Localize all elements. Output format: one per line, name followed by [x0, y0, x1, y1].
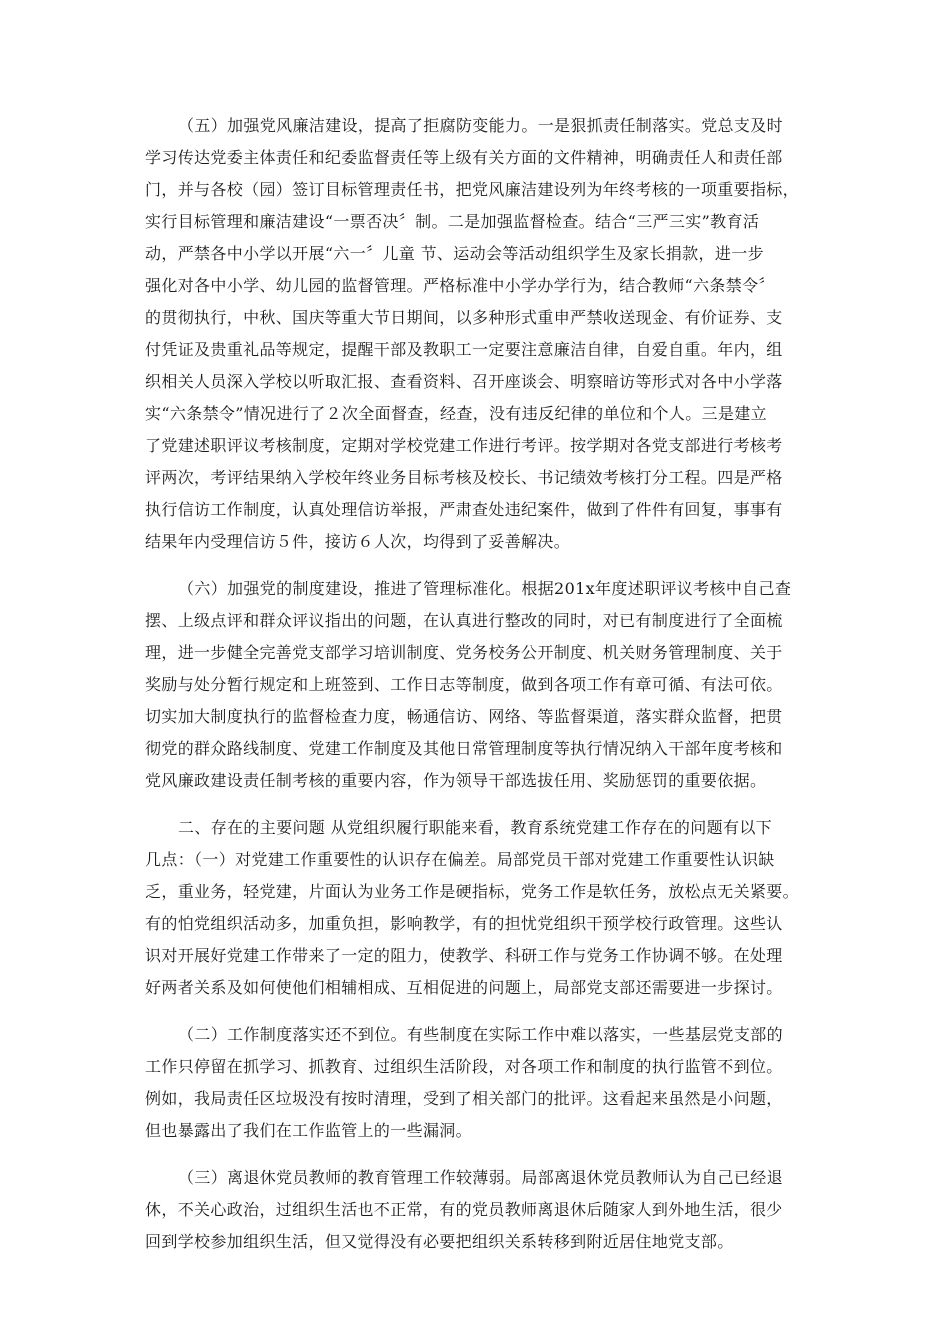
text-line: 理，进一步健全完善党支部学习培训制度、党务校务公开制度、机关财务管理制度、关于 [145, 643, 783, 662]
text-line: 乏，重业务，轻党建，片面认为业务工作是硬指标，党务工作是软任务，放松点无关紧要。 [145, 882, 800, 901]
text-line: 例如，我局责任区垃圾没有按时清理，受到了相关部门的批评。这看起来虽然是小问题， [145, 1089, 783, 1108]
paragraph-work-system [145, 1019, 810, 1147]
text-line: 切实加大制度执行的监督检查力度，畅通信访、网络、等监督渠道，落实群众监督，把贯 [145, 707, 783, 726]
paragraph-retired-teachers [145, 1162, 810, 1258]
text-line: 评两次，考评结果纳入学校年终业务目标考核及校长、书记绩效考核打分工程。四是严格 [145, 468, 783, 487]
text-line: （二）工作制度落实还不到位。有些制度在实际工作中难以落实，一些基层党支部的 [178, 1025, 783, 1044]
text-line: 强化对各中小学、幼儿园的监督管理。严格标准中小学办学行为，结合教师“六条禁令〞 [145, 276, 775, 295]
text-line: （五）加强党风廉洁建设，提高了拒腐防变能力。一是狠抓责任制落实。党总支及时 [178, 116, 783, 135]
document-page [145, 110, 810, 1273]
text-line: 的贯彻执行，中秋、国庆等重大节日期间，以多种形式重申严禁收送现金、有价证券、支 [145, 308, 783, 327]
text-line: 执行信访工作制度，认真处理信访举报，严肃查处违纪案件，做到了件件有回复，事事有 [145, 500, 783, 519]
text-line: 实“六条禁令”情况进行了２次全面督查，经查，没有违反纪律的单位和个人。三是建立 [145, 404, 768, 423]
text-line: 结果年内受理信访５件，接访６人次，均得到了妥善解决。 [145, 532, 571, 551]
text-line: （六）加强党的制度建设，推进了管理标准化。根据201x年度述职评议考核中自己查 [178, 579, 792, 598]
paragraph-main-problems [145, 812, 810, 1004]
text-line: 休，不关心政治，过组织生活也不正常，有的党员教师离退休后随家人到外地生活，很少 [145, 1200, 783, 1219]
paragraph-party-integrity [145, 110, 810, 558]
text-line: 有的怕党组织活动多，加重负担，影响教学，有的担忧党组织干预学校行政管理。这些认 [145, 914, 783, 933]
text-line: 彻党的群众路线制度、党建工作制度及其他日常管理制度等执行情况纳入干部年度考核和 [145, 739, 783, 758]
text-line: 学习传达党委主体责任和纪委监督责任等上级有关方面的文件精神，明确责任人和责任部 [145, 148, 783, 167]
text-line: 二、存在的主要问题 从党组织履行职能来看，教育系统党建工作存在的问题有以下 [178, 818, 773, 837]
text-line: 织相关人员深入学校以听取汇报、查看资料、召开座谈会、明察暗访等形式对各中小学落 [145, 372, 783, 391]
paragraph-system-building [145, 573, 810, 797]
text-line: 党风廉政建设责任制考核的重要内容，作为领导干部选拔任用、奖励惩罚的重要依据。 [145, 771, 767, 790]
text-line: 奖励与处分暂行规定和上班签到、工作日志等制度，做到各项工作有章可循、有法可依。 [145, 675, 783, 694]
text-line: 工作只停留在抓学习、抓教育、过组织生活阶段，对各项工作和制度的执行监管不到位。 [145, 1057, 783, 1076]
text-line: 识对开展好党建工作带来了一定的阻力，使教学、科研工作与党务工作协调不够。在处理 [145, 946, 783, 965]
text-line: 好两者关系及如何使他们相辅相成、互相促进的问题上，局部党支部还需要进一步探讨。 [145, 978, 783, 997]
text-line: 了党建述职评议考核制度，定期对学校党建工作进行考评。按学期对各党支部进行考核考 [145, 436, 783, 455]
text-line: 付凭证及贵重礼品等规定，提醒干部及教职工一定要注意廉洁自律，自爱自重。年内，组 [145, 340, 783, 359]
text-line: 实行目标管理和廉洁建设“一票否决〞制。二是加强监督检查。结合“三严三实”教育活 [145, 212, 760, 231]
text-line: 但也暴露出了我们在工作监管上的一些漏洞。 [145, 1121, 473, 1140]
text-line: 回到学校参加组织生活，但又觉得没有必要把组织关系转移到附近居住地党支部。 [145, 1232, 734, 1251]
text-line: 几点：（一）对党建工作重要性的认识存在偏差。局部党员干部对党建工作重要性认识缺 [145, 850, 775, 869]
text-line: （三）离退休党员教师的教育管理工作较薄弱。局部离退休党员教师认为自己已经退 [178, 1168, 783, 1187]
text-line: 动，严禁各中小学以开展“六一〞儿童 节、运动会等活动组织学生及家长捐款，进一步 [145, 244, 764, 263]
text-line: 摆、上级点评和群众评议指出的问题，在认真进行整改的同时，对已有制度进行了全面梳 [145, 611, 783, 630]
text-line: 门，并与各校（园）签订目标管理责任书，把党风廉洁建设列为年终考核的一项重要指标， [145, 180, 800, 199]
